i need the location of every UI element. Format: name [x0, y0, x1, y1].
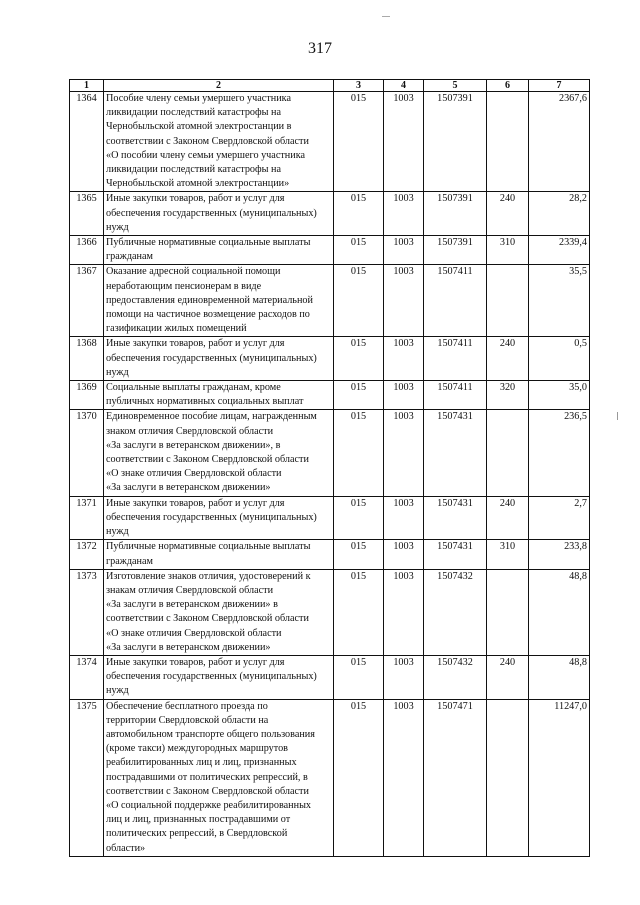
description-line: ликвидации последствий катастрофы на: [106, 164, 281, 176]
amount: 35,0: [529, 381, 590, 410]
table-row: [70, 192, 590, 236]
table-row: [70, 381, 590, 410]
section-code: 1003: [384, 92, 424, 192]
description-line: Единовременное пособие лицам, награжденным: [106, 411, 317, 423]
table-row: [70, 337, 590, 381]
target-article-code: 1507432: [424, 655, 487, 699]
description-line: публичных нормативных социальных выплат: [106, 396, 304, 408]
header-col-2: 2: [104, 80, 334, 92]
row-number: 1367: [70, 265, 104, 337]
description-line: газификации жилых помещений: [106, 323, 247, 335]
description-line: Пособие члену семьи умершего участника: [106, 93, 291, 104]
section-code: 1003: [384, 410, 424, 496]
description-line: территории Свердловской области на: [106, 714, 269, 726]
row-number: 1373: [70, 569, 104, 655]
section-code: 1003: [384, 337, 424, 381]
description-line: соответствии с Законом Свердловской области: [106, 785, 309, 797]
description-line: Иные закупки товаров, работ и услуг для: [106, 338, 285, 350]
description-line: «За заслуги в ветеранском движении»: [106, 641, 271, 653]
expense-type-code: 310: [487, 236, 529, 265]
amount: 236,5: [529, 410, 590, 496]
ministry-code: 015: [334, 337, 384, 381]
ministry-code: 015: [334, 410, 384, 496]
section-code: 1003: [384, 236, 424, 265]
amount: 2339,4: [529, 236, 590, 265]
description-line: «О социальной поддержке реабилитированных: [106, 799, 312, 811]
row-description: [104, 265, 334, 337]
description-line: Оказание адресной социальной помощи: [106, 266, 281, 278]
target-article-code: 1507411: [424, 337, 487, 381]
budget-table: [69, 79, 590, 857]
description-line: неработающим пенсионерам в виде: [106, 280, 262, 292]
expense-type-code: [487, 410, 529, 496]
row-description: [104, 192, 334, 236]
expense-type-code: 240: [487, 496, 529, 540]
row-description: [104, 410, 334, 496]
expense-type-code: 240: [487, 337, 529, 381]
table-body: [70, 92, 590, 857]
row-description: [104, 92, 334, 192]
ministry-code: 015: [334, 192, 384, 236]
table-row: [70, 655, 590, 699]
section-code: 1003: [384, 381, 424, 410]
description-line: «За заслуги в ветеранском движении»: [106, 482, 271, 494]
description-line: Иные закупки товаров, работ и услуг для: [106, 656, 285, 668]
header-col-6: 6: [487, 80, 529, 92]
table-row: [70, 92, 590, 192]
row-description: [104, 699, 334, 856]
description-line: «О знаке отличия Свердловской области: [106, 627, 282, 639]
ministry-code: 015: [334, 265, 384, 337]
amount: 0,5: [529, 337, 590, 381]
ministry-code: 015: [334, 381, 384, 410]
expense-type-code: 320: [487, 381, 529, 410]
description-line: Иные закупки товаров, работ и услуг для: [106, 193, 285, 205]
row-description: [104, 236, 334, 265]
target-article-code: 1507432: [424, 569, 487, 655]
description-line: Обеспечение бесплатного проезда по: [106, 700, 268, 712]
ministry-code: 015: [334, 92, 384, 192]
description-line: реабилитированных лиц и лиц, признанных: [106, 757, 297, 769]
description-line: лиц и лиц, признанных пострадавшими от: [106, 814, 291, 826]
description-line: Публичные нормативные социальные выплаты: [106, 237, 311, 249]
description-line: нужд: [106, 221, 129, 233]
expense-type-code: [487, 92, 529, 192]
ministry-code: 015: [334, 655, 384, 699]
expense-type-code: [487, 265, 529, 337]
row-number: 1366: [70, 236, 104, 265]
row-description: [104, 496, 334, 540]
target-article-code: 1507391: [424, 92, 487, 192]
row-description: [104, 569, 334, 655]
description-line: политических репрессий, в Свердловской: [106, 828, 288, 840]
ministry-code: 015: [334, 569, 384, 655]
row-description: [104, 540, 334, 569]
row-description: [104, 381, 334, 410]
header-col-3: 3: [334, 80, 384, 92]
section-code: 1003: [384, 655, 424, 699]
target-article-code: 1507391: [424, 192, 487, 236]
section-code: 1003: [384, 265, 424, 337]
scan-mark: [382, 16, 390, 17]
ministry-code: 015: [334, 540, 384, 569]
table-row: [70, 699, 590, 856]
description-line: ликвидации последствий катастрофы на: [106, 107, 281, 119]
description-line: области»: [106, 842, 146, 854]
section-code: 1003: [384, 569, 424, 655]
description-line: обеспечения государственных (муниципальных): [106, 511, 317, 523]
row-number: 1371: [70, 496, 104, 540]
page-number: 317: [308, 40, 332, 57]
target-article-code: 1507431: [424, 410, 487, 496]
description-line: «За заслуги в ветеранском движении» в: [106, 599, 278, 611]
amount: 2,7: [529, 496, 590, 540]
description-line: гражданам: [106, 251, 153, 263]
description-line: нужд: [106, 526, 129, 538]
target-article-code: 1507431: [424, 496, 487, 540]
expense-type-code: 240: [487, 192, 529, 236]
expense-type-code: 240: [487, 655, 529, 699]
description-line: обеспечения государственных (муниципальных): [106, 671, 317, 683]
header-col-4: 4: [384, 80, 424, 92]
description-line: нужд: [106, 685, 129, 697]
table-row: [70, 569, 590, 655]
description-line: гражданам: [106, 555, 153, 567]
ministry-code: 015: [334, 496, 384, 540]
table-row: [70, 540, 590, 569]
amount: 2367,6: [529, 92, 590, 192]
expense-type-code: [487, 569, 529, 655]
description-line: обеспечения государственных (муниципальных): [106, 207, 317, 219]
description-line: «О пособии члену семьи умершего участника: [106, 149, 306, 161]
description-line: Иные закупки товаров, работ и услуг для: [106, 497, 285, 509]
row-number: 1365: [70, 192, 104, 236]
description-line: Изготовление знаков отличия, удостоверений к: [106, 570, 311, 582]
row-number: 1370: [70, 410, 104, 496]
description-line: соответствии с Законом Свердловской области: [106, 613, 309, 625]
amount: 48,8: [529, 569, 590, 655]
section-code: 1003: [384, 496, 424, 540]
description-line: обеспечения государственных (муниципальных): [106, 352, 317, 364]
expense-type-code: 310: [487, 540, 529, 569]
description-line: автомобильном транспорте общего пользования: [106, 728, 315, 740]
target-article-code: 1507391: [424, 236, 487, 265]
description-line: соответствии с Законом Свердловской области: [106, 454, 309, 466]
row-number: 1369: [70, 381, 104, 410]
table-row: [70, 496, 590, 540]
description-line: нужд: [106, 366, 129, 378]
section-code: 1003: [384, 192, 424, 236]
header-row: [70, 80, 590, 92]
target-article-code: 1507471: [424, 699, 487, 856]
description-line: соответствии с Законом Свердловской области: [106, 135, 309, 147]
description-line: «О знаке отличия Свердловской области: [106, 468, 282, 480]
amount: 11247,0: [529, 699, 590, 856]
section-code: 1003: [384, 699, 424, 856]
row-number: 1368: [70, 337, 104, 381]
header-col-5: 5: [424, 80, 487, 92]
expense-type-code: [487, 699, 529, 856]
ministry-code: 015: [334, 236, 384, 265]
row-description: [104, 337, 334, 381]
header-col-1: 1: [70, 80, 104, 92]
description-line: Чернобыльской атомной электростанции»: [106, 178, 290, 190]
row-number: 1374: [70, 655, 104, 699]
description-line: (кроме такси) междугородных маршрутов: [106, 743, 288, 755]
description-line: пострадавшими от политических репрессий, в: [106, 771, 308, 783]
header-col-7: 7: [529, 80, 590, 92]
table-row: [70, 265, 590, 337]
ministry-code: 015: [334, 699, 384, 856]
target-article-code: 1507411: [424, 381, 487, 410]
description-line: знаком отличия Свердловской области: [106, 425, 274, 437]
table-row: [70, 236, 590, 265]
scan-mark: [617, 412, 618, 420]
row-number: 1375: [70, 699, 104, 856]
description-line: знакам отличия Свердловской области: [106, 584, 274, 596]
description-line: Публичные нормативные социальные выплаты: [106, 541, 311, 553]
description-line: Чернобыльской атомной электростанции в: [106, 121, 292, 133]
description-line: Социальные выплаты гражданам, кроме: [106, 382, 281, 394]
target-article-code: 1507431: [424, 540, 487, 569]
amount: 233,8: [529, 540, 590, 569]
target-article-code: 1507411: [424, 265, 487, 337]
description-line: предоставления единовременной материальной: [106, 294, 313, 306]
row-number: 1372: [70, 540, 104, 569]
table-row: [70, 410, 590, 496]
row-number: 1364: [70, 92, 104, 192]
amount: 28,2: [529, 192, 590, 236]
row-description: [104, 655, 334, 699]
section-code: 1003: [384, 540, 424, 569]
amount: 48,8: [529, 655, 590, 699]
description-line: помощи на частичное возмещение расходов по: [106, 309, 310, 321]
description-line: «За заслуги в ветеранском движении», в: [106, 439, 281, 451]
amount: 35,5: [529, 265, 590, 337]
